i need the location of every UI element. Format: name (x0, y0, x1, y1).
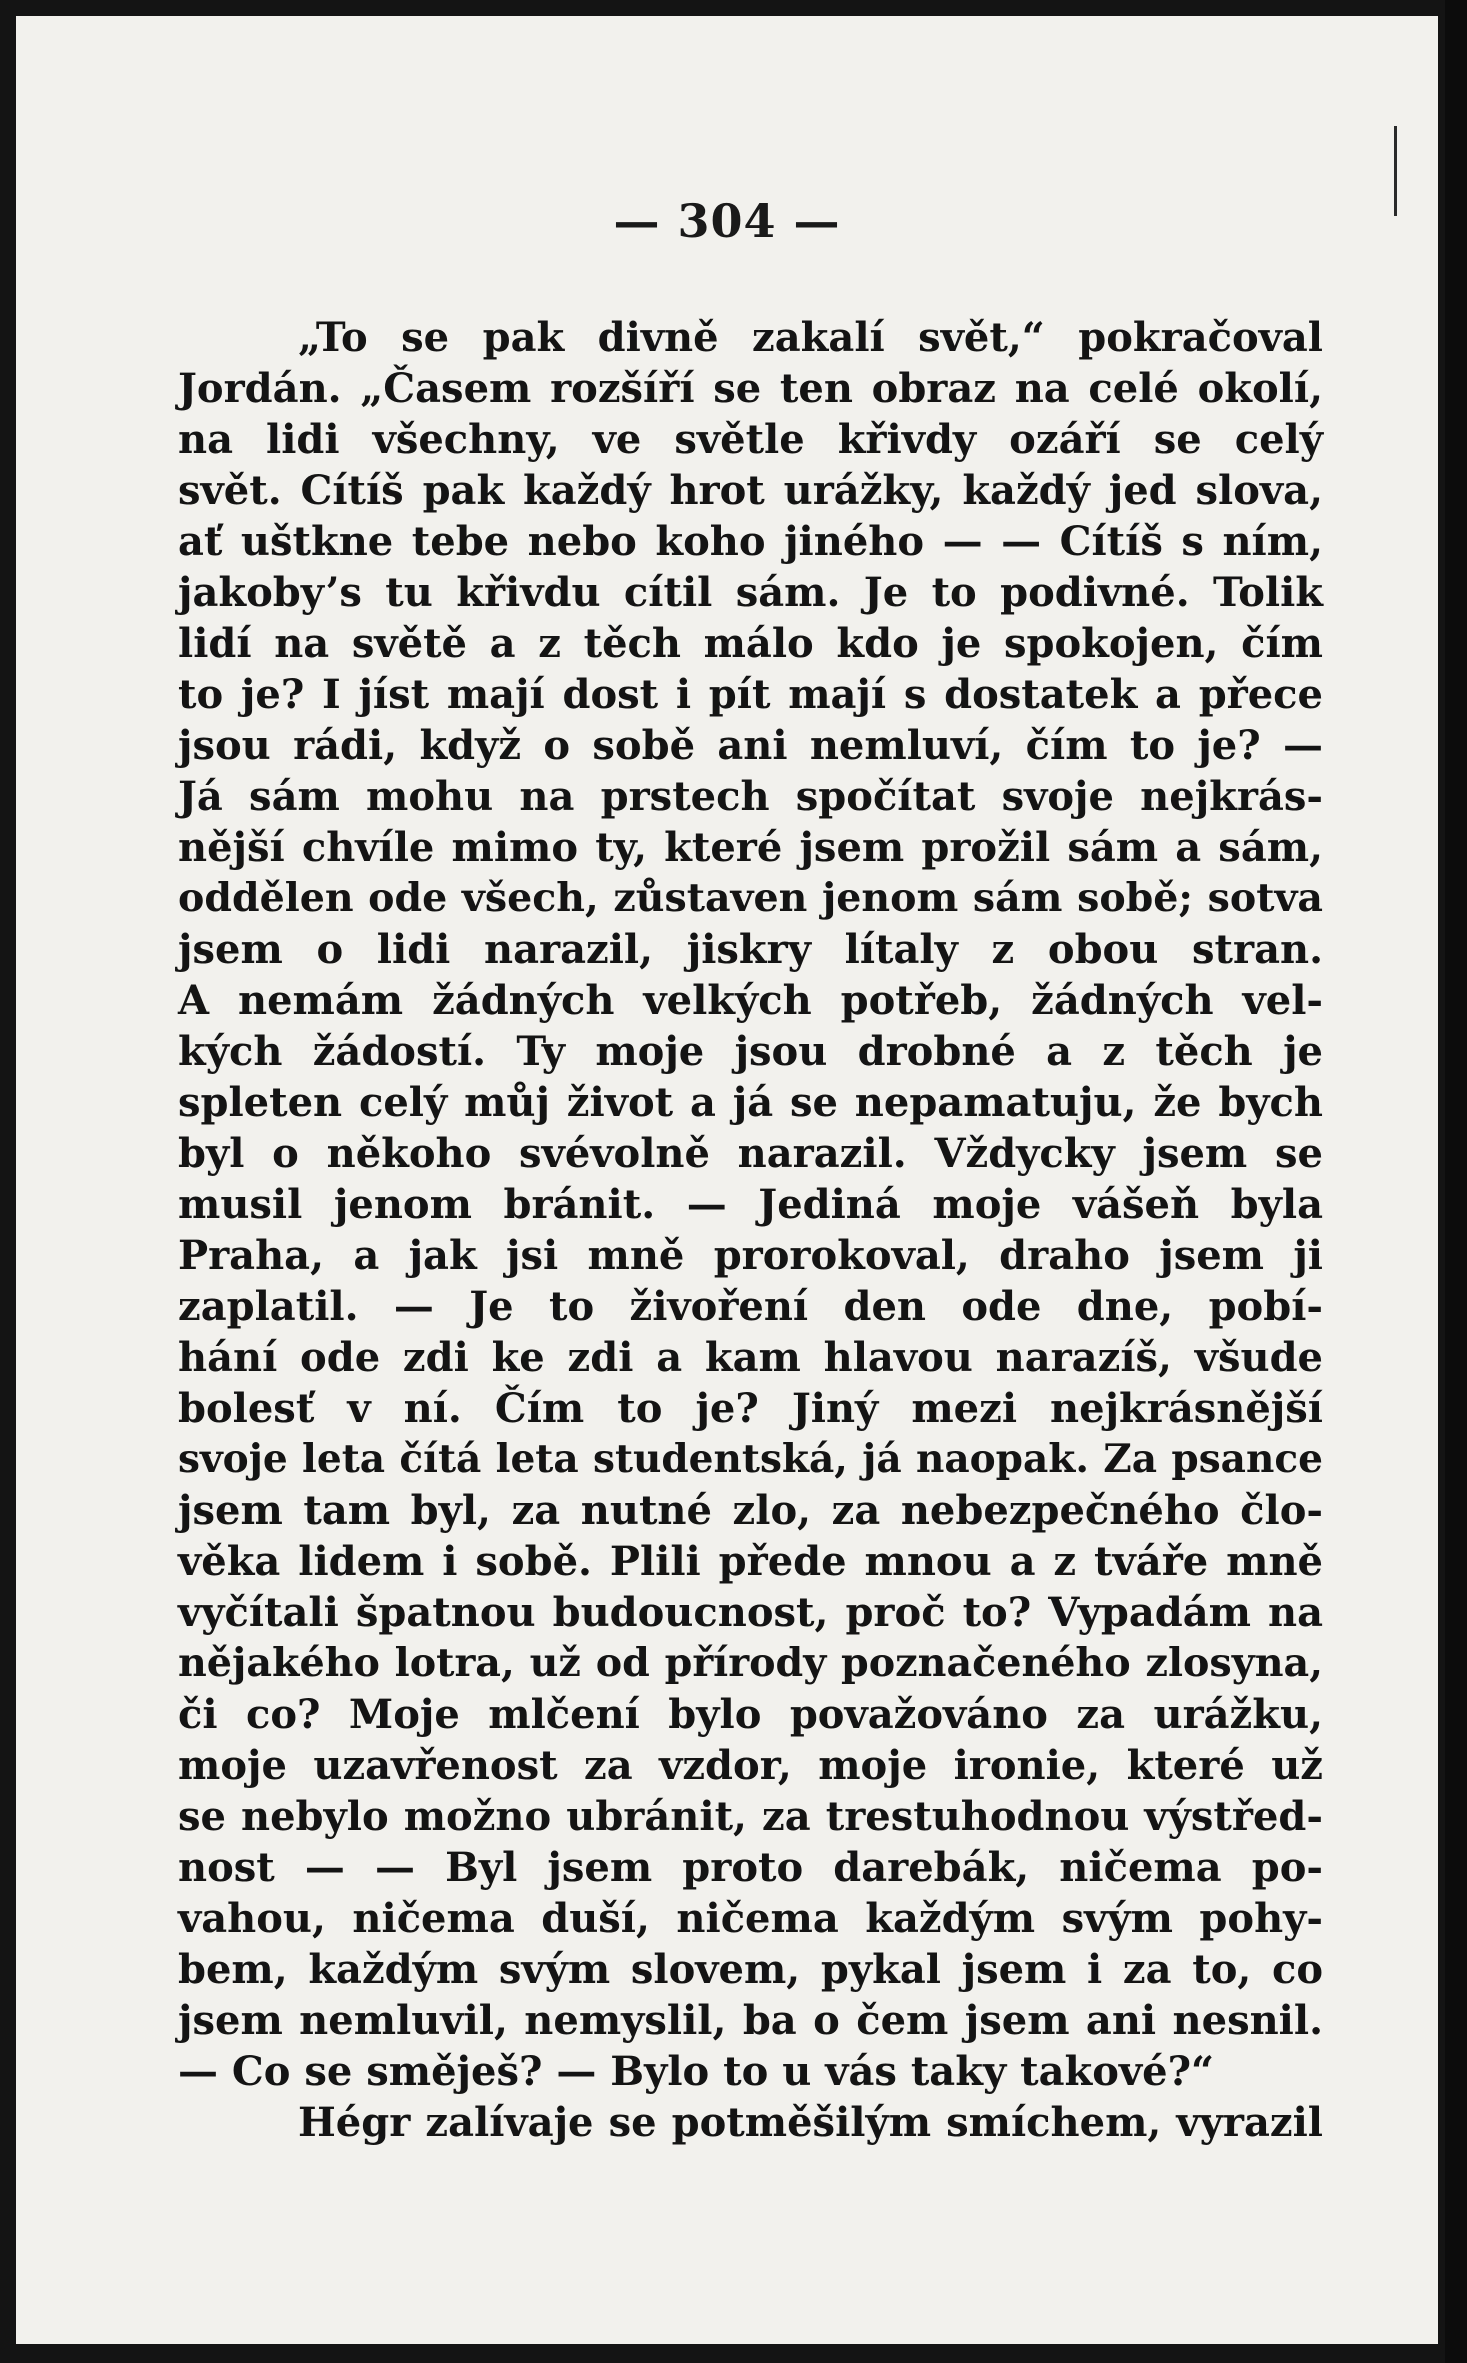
text-line: „To se pak divně zakalí svět,“ pokračoval (298, 314, 1323, 361)
text-line: nějakého lotra, už od přírody poznačeného zlosyna, (178, 1640, 1323, 1686)
text-line: vyčítali špatnou budoucnost, proč to? Vypadám na (178, 1589, 1323, 1636)
page-number: — 304 — (613, 194, 841, 248)
text-line: se nebylo možno ubránit, za trestuhodnou výstřed- (178, 1793, 1323, 1840)
text-line: moje uzavřenost za vzdor, moje ironie, které už (178, 1742, 1323, 1789)
text-line: vahou, ničema duší, ničema každým svým pohy- (178, 1895, 1323, 1942)
text-line: na lidi všechny, ve světle křivdy ozáří se celý (178, 416, 1323, 463)
text-line: či co? Moje mlčení bylo považováno za urážku, (178, 1691, 1323, 1738)
text-line: kých žádostí. Ty moje jsou drobné a z těch je (178, 1028, 1323, 1075)
text-line: A nemám žádných velkých potřeb, žádných vel- (178, 977, 1323, 1024)
text-line: jsem tam byl, za nutné zlo, za nebezpečného člo- (178, 1487, 1323, 1534)
text-line: jsem nemluvil, nemyslil, ba o čem jsem ani nesnil. (178, 1997, 1323, 2044)
text-line: Hégr zalívaje se potměšilým smíchem, vyrazil (298, 2099, 1323, 2146)
book-page (16, 16, 1438, 2344)
text-line: nější chvíle mimo ty, které jsem prožil sám a sám, (178, 824, 1323, 871)
text-line: jsem o lidi narazil, jiskry lítaly z obou stran. (178, 926, 1323, 973)
text-line: svět. Cítíš pak každý hrot urážky, každý jed slova, (178, 467, 1323, 514)
text-line: musil jenom bránit. — Jediná moje vášeň byla (178, 1181, 1323, 1228)
text-line: jakoby’s tu křivdu cítil sám. Je to podivné. Tolik (178, 569, 1323, 616)
text-line: jsou rádi, když o sobě ani nemluví, čím to je? — (178, 722, 1323, 769)
text-line: nost — — Byl jsem proto darebák, ničema po- (178, 1844, 1323, 1891)
text-line: Jordán. „Časem rozšíří se ten obraz na celé okolí, (178, 365, 1323, 412)
body-text (178, 312, 1323, 2148)
text-line: hání ode zdi ke zdi a kam hlavou narazíš, všude (178, 1334, 1323, 1381)
text-line: svoje leta čítá leta studentská, já naopak. Za psance (178, 1436, 1323, 1482)
text-line: byl o někoho svévolně narazil. Vždycky jsem se (178, 1130, 1323, 1177)
text-line: Já sám mohu na prstech spočítat svoje nejkrás- (178, 773, 1323, 820)
text-line: věka lidem i sobě. Plili přede mnou a z tváře mně (178, 1538, 1323, 1585)
text-line: ať uštkne tebe nebo koho jiného — — Cítíš s ním, (178, 518, 1323, 565)
scan-border-right (1445, 0, 1467, 2363)
text-line: — Co se směješ? — Bylo to u vás taky takové?“ (178, 2048, 1215, 2095)
text-line: to je? I jíst mají dost i pít mají s dostatek a přece (178, 671, 1323, 718)
text-line: bolesť v ní. Čím to je? Jiný mezi nejkrásnější (178, 1385, 1323, 1432)
text-line: zaplatil. — Je to živoření den ode dne, pobí- (178, 1283, 1323, 1330)
text-line: lidí na světě a z těch málo kdo je spokojen, čím (178, 620, 1323, 667)
text-line: spleten celý můj život a já se nepamatuju, že bych (178, 1079, 1323, 1126)
text-line: oddělen ode všech, zůstaven jenom sám sobě; sotva (178, 875, 1323, 921)
text-line: Praha, a jak jsi mně prorokoval, draho jsem ji (178, 1232, 1323, 1279)
text-line: bem, každým svým slovem, pykal jsem i za to, co (178, 1946, 1323, 1993)
